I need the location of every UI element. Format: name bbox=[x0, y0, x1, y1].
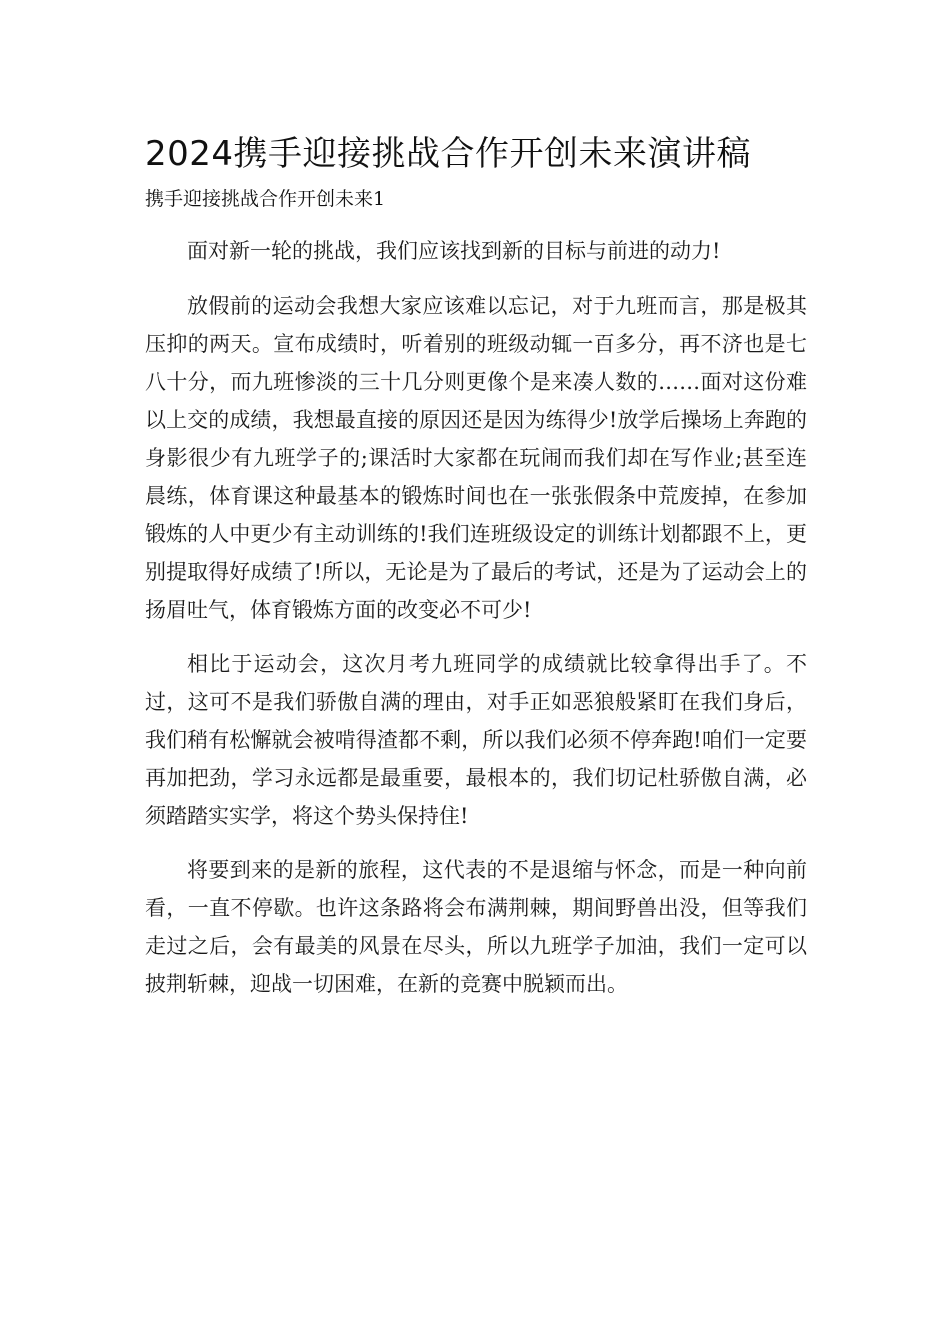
paragraph: 放假前的运动会我想大家应该难以忘记，对于九班而言，那是极其压抑的两天。宣布成绩时，听着别的班级动辄一百多分，再不济也是七八十分，而九班惨淡的三十几分则更像个是来凑人数的……面对这份难以上交的成绩，我想最直接的原因还是因为练得少!放学后操场上奔跑的身影很少有九班学子的;课活时大家都在玩闹而我们却在写作业;甚至连晨练，体育课这种最基本的锻炼时间也在一张张假条中荒废掉，在参加锻炼的人中更少有主动训练的!我们连班级设定的训练计划都跟不上，更别提取得好成绩了!所以，无论是为了最后的考试，还是为了运动会上的扬眉吐气，体育锻炼方面的改变必不可少! bbox=[145, 294, 807, 622]
paragraph: 将要到来的是新的旅程，这代表的不是退缩与怀念，而是一种向前看，一直不停歇。也许这条路将会布满荆棘，期间野兽出没，但等我们走过之后，会有最美的风景在尽头，所以九班学子加油，我们一定可以披荆斩棘，迎战一切困难，在新的竞赛中脱颖而出。 bbox=[145, 858, 807, 996]
paragraph: 面对新一轮的挑战，我们应该找到新的目标与前进的动力! bbox=[187, 239, 721, 263]
document-title: 2024携手迎接挑战合作开创未来演讲稿 bbox=[145, 134, 752, 174]
document-subtitle: 携手迎接挑战合作开创未来1 bbox=[145, 188, 386, 210]
document-body bbox=[145, 232, 807, 1003]
paragraph: 相比于运动会，这次月考九班同学的成绩就比较拿得出手了。不过，这可不是我们骄傲自满的理由，对手正如恶狼般紧盯在我们身后，我们稍有松懈就会被啃得渣都不剩，所以我们必须不停奔跑!咱们一定要再加把劲，学习永远都是最重要，最根本的，我们切记杜骄傲自满，必须踏踏实实学，将这个势头保持住! bbox=[145, 652, 807, 828]
